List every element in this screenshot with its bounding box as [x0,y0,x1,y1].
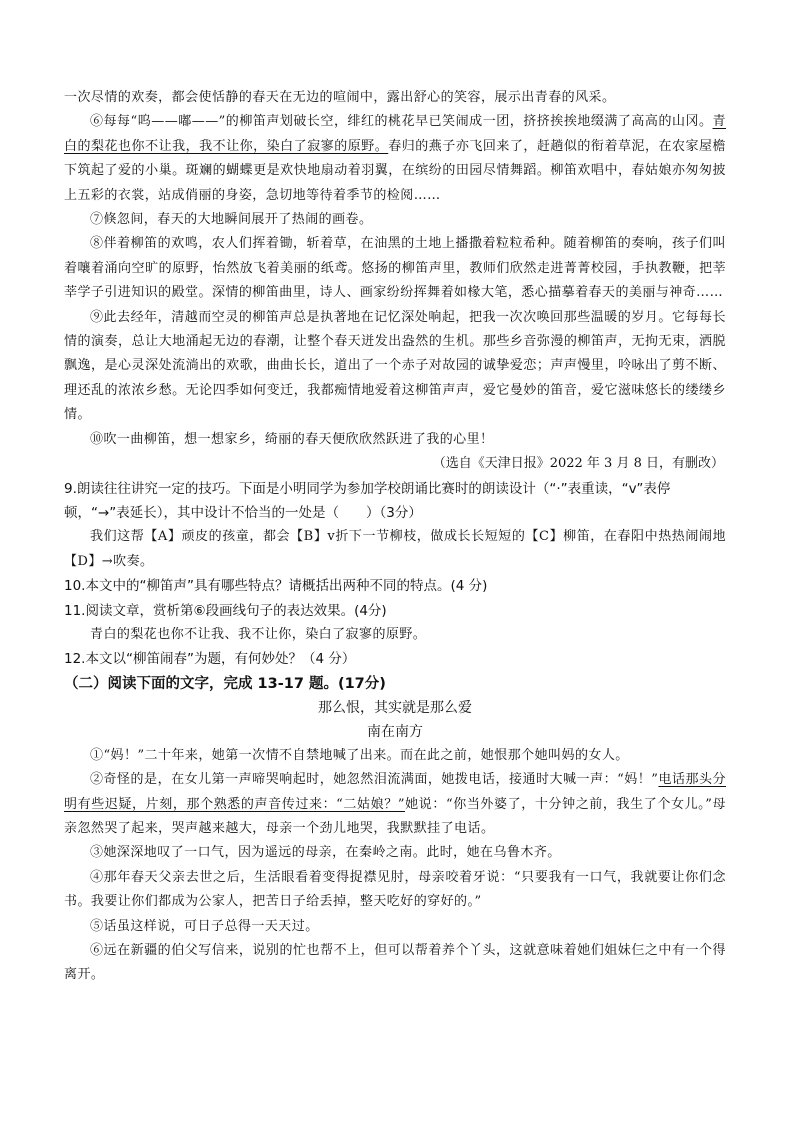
passage1-paragraph-9: ⑨此去经年，清越而空灵的柳笛声总是执著地在记忆深处响起，把我一次次唤回那些温暖的岁月。它每每长情的演奏，总让大地涌起无边的春潮，让整个春天迸发出盎然的生机。那些乡音弥漫的柳笛声，无拘无束，洒脱飘逸，是心灵深处流淌出的欢歌，曲曲长长，道出了一个赤子对故园的诚挚爱恋；声声慢里，呤咏出了剪不断、理还乱的浓浓乡愁。无论四季如何变迁，我都痴情地爱着这柳笛声声，爱它曼妙的笛音，爱它滋味悠长的缕缕乡情。 [64,309,726,423]
question-11-text: 青白的梨花也你不让我、我不让你，染白了寂寥的原野。 [90,626,427,642]
passage2-paragraph-3: ③她深深地叹了一口气，因为遥远的母亲，在秦岭之南。此时，她在乌鲁木齐。 [90,845,561,861]
question-12: 12.本文以“柳笛闹春”为题，有何妙处？（4 分） [64,651,356,668]
p2-underlined-sentence: 电话那头分明有些迟疑，片刻，那个熟悉的声音传过来：“二姑娘？” [64,772,726,812]
question-9-text: 我们这帮【A】顽皮的孩童，都会【B】v折下一节柳枝，做成长长短短的【C】柳笛，在春阳中热热闹闹地【D】→吹奏。 [64,529,726,569]
passage1-paragraph-10: ⑩吹一曲柳笛，想一想家乡，绮丽的春天便欣欣然跃进了我的心里！ [90,431,494,447]
passage2-paragraph-5: ⑤话虽这样说，可日子总得一天天过。 [90,918,319,934]
question-11: 11.阅读文章，赏析第⑥段画线句子的表达效果。(4分) [64,602,387,619]
passage1-paragraph-8: ⑧伴着柳笛的欢鸣，农人们挥着锄，斩着草，在油黑的土地上播撒着粒粒希种。随着柳笛的奏响，孩子们叫着嚷着涌向空旷的原野，怡然放飞着美丽的纸鸢。悠扬的柳笛声里，教师们欣然走进菁菁校园，手执教鞭，把莘莘学子引进知识的殿堂。深情的柳笛曲里，诗人、画家纷纷挥舞着如椽大笔，悉心描摹着春天的美丽与神奇…… [64,236,726,301]
article-title: 那么恨，其实就是那么爱 [318,699,472,716]
section-2-heading: （二）阅读下面的文字，完成 13-17 题。(17分) [64,675,386,692]
passage1-paragraph-6 [64,110,726,208]
article-author: 南在南方 [367,723,423,740]
passage1-paragraph-7: ⑦倏忽间，春天的大地瞬间展开了热闹的画卷。 [90,212,373,228]
p6-text-a: ⑥每每“呜——嘟——”的柳笛声划破长空，绯红的桃花早已笑闹成一团，挤挤挨挨地缀满了高高的山冈。 [90,114,713,130]
passage2-paragraph-4: ④那年春天父亲去世之后，生活眼看着变得捉襟见肘，母亲咬着牙说：“只要我有一口气，我就要让你们念书。我要让你们都成为公家人，把苦日子给丢掉，整天吃好的穿好的。” [64,869,726,910]
question-10: 10.本文中的“柳笛声”具有哪些特点？请概括出两种不同的特点。(4 分) [64,578,488,595]
p6-underlined-sentence: 青白的梨花也你不让我，我不让你，染白了寂寥的原野。 [64,114,726,154]
question-9: 9.朗读往往讲究一定的技巧。下面是小明同学为参加学校朗诵比赛时的朗读设计（“·”表重读，“v”表停顿，“→”表延长），其中设计不恰当的一处是（ ）（3分） [64,480,671,521]
p2-text-b: 她说：“你当外婆了，十分钟之前，我生了个女儿。”母亲忽然哭了起来，哭声越来越大，母亲一个劲儿地哭，我默默挂了电话。 [64,796,726,836]
p2-text-a: ②奇怪的是，在女儿第一声啼哭响起时，她忽然泪流满面，她拨电话，接通时大喊一声：“妈！” [90,772,659,788]
passage1-paragraph-cont: 一次尽情的欢奏，都会使恬静的春天在无边的喧闹中，露出舒心的笑容，展示出青春的风采。 [64,90,616,105]
p6-text-b: 春归的燕子亦飞回来了，赶趟似的衔着草泥，在农家屋檐下筑起了爱的小巢。斑斓的蝴蝶更是欢快地扇动着羽翼，在缤纷的田园尽情舞蹈。柳笛欢唱中，春姑娘亦匆匆披上五彩的衣裳，站成俏丽的身姿，急切地等待着季节的检阅…… [64,138,726,203]
passage2-paragraph-1: ①“妈！”二十年来，她第一次情不自禁地喊了出来。而在此之前，她恨那个她叫妈的女人。 [90,747,629,763]
passage2-paragraph-6: ⑥远在新疆的伯父写信来，说别的忙也帮不上，但可以帮着养个丫头，这就意味着她们姐妹仨之中有一个得离开。 [64,943,726,983]
passage1-source: （选自《天津日报》2022 年 3 月 8 日，有删改） [432,456,724,472]
passage2-paragraph-2 [64,768,726,841]
